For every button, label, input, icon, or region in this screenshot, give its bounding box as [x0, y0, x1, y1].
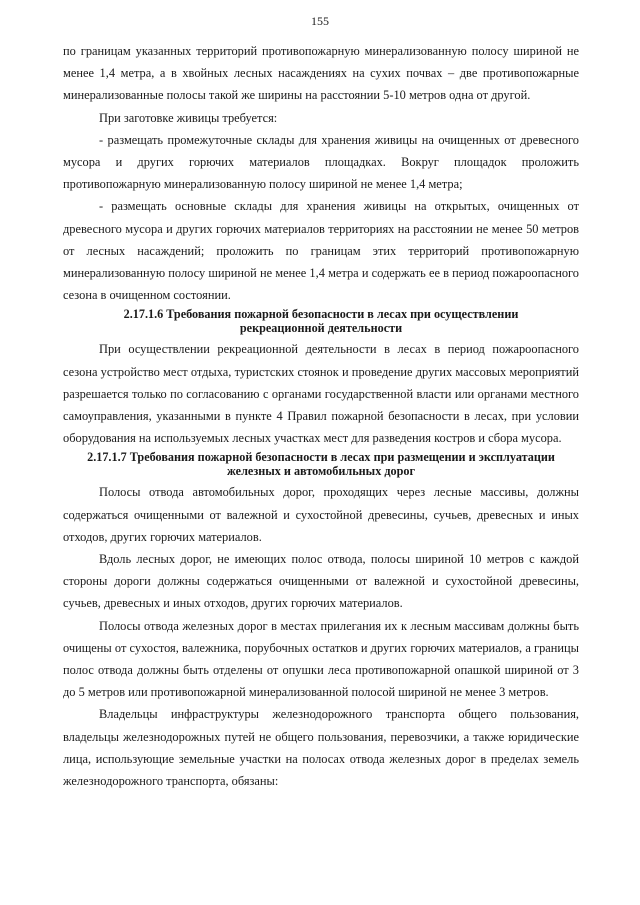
document-body [63, 40, 579, 792]
section-heading-2-17-1-7: 2.17.1.7 Требования пожарной безопасности в лесах при размещении и эксплуатации железных и автомобильных дорог [87, 450, 555, 479]
list-item: - размещать основные склады для хранения живицы на открытых, очищенных от древесного мусора и других горючих материалов территориях на расстоянии не менее 50 метров от лесных насаждений; проложить по границам этих территорий противопожарную минерализованную полосу шириной не менее 1,4 метра и содержать ее в период пожароопасного сезона в очищенном состоянии. [63, 199, 579, 303]
paragraph: Вдоль лесных дорог, не имеющих полос отвода, полосы шириной 10 метров с каждой стороны дороги должны содержаться очищенными от валежной и сухостойной древесины, сучьев, древесных и иных отходов, других горючих материалов. [63, 552, 579, 611]
list-item: - размещать промежуточные склады для хранения живицы на очищенных от древесного мусора и других горючих материалов площадках. Вокруг площадок проложить противопожарную минерализованную полосу шириной не менее 1,4 метра; [63, 132, 579, 192]
paragraph: Полосы отвода железных дорог в местах прилегания их к лесным массивам должны быть очищены от сухостоя, валежника, порубочных остатков и других горючих материалов, а границы полос отвода должны быть отделены от опушки леса противопожарной опашкой шириной от 3 до 5 метров или противопожарной минерализованной полосой шириной не менее 3 метров. [63, 618, 579, 700]
paragraph: При осуществлении рекреационной деятельности в лесах в период пожароопасного сезона устройство мест отдыха, туристских стоянок и проведение других массовых мероприятий разрешается только по согласованию с органами государственной власти или органами местного самоуправления, указанными в пункте 4 Правил пожарной безопасности в лесах, при условии оборудования на используемых лесных участках мест для разведения костров и сбора мусора. [63, 342, 579, 446]
paragraph-continuation: по границам указанных территорий противопожарную минерализованную полосу шириной не менее 1,4 метра, а в хвойных лесных насаждениях на сухих почвах – две противопожарные минерализованные полосы такой же ширины на расстоянии 5-10 метров одна от другой. [63, 44, 579, 103]
paragraph: Полосы отвода автомобильных дорог, проходящих через лесные массивы, должны содержаться очищенными от валежной и сухостойной древесины, сучьев, древесных и иных отходов, других горючих материалов. [63, 485, 579, 544]
page-number: 155 [311, 14, 329, 28]
paragraph: Владельцы инфраструктуры железнодорожного транспорта общего пользования, владельцы железнодорожных путей не общего пользования, перевозчики, а также юридические лица, использующие земельные участки на полосах отвода железных дорог в пределах земель железнодорожного транспорта, обязаны: [63, 707, 579, 789]
paragraph: При заготовке живицы требуется: [99, 110, 278, 125]
section-heading-2-17-1-6: 2.17.1.6 Требования пожарной безопасности в лесах при осуществлении рекреационной деятельности [123, 307, 519, 336]
